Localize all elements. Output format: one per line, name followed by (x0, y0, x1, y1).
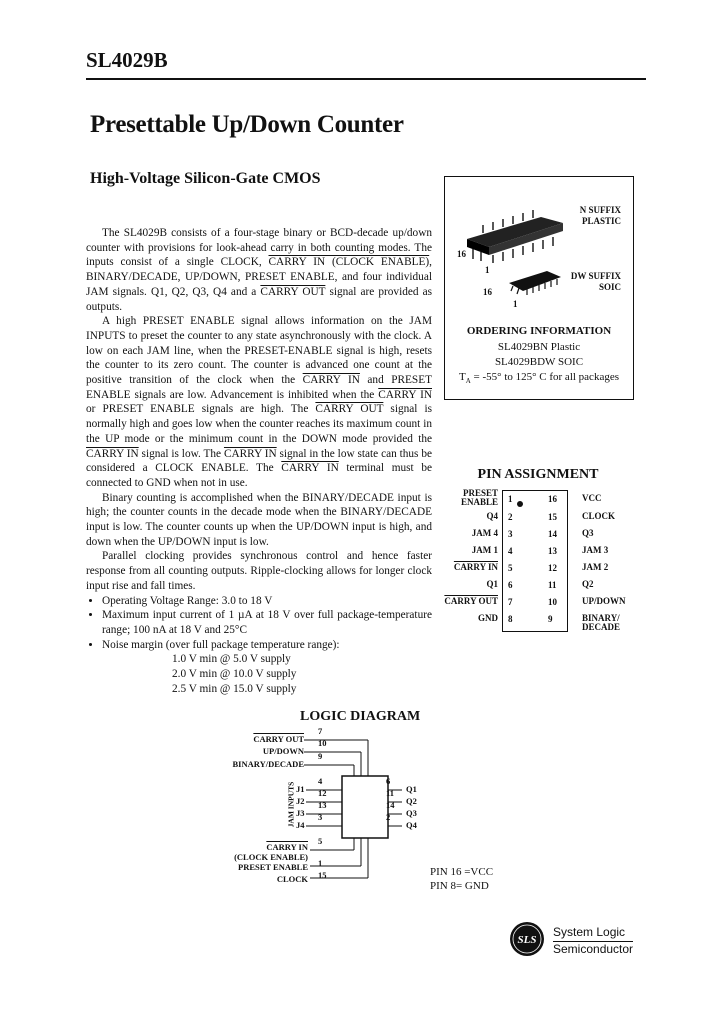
logic-input-label: UP/DOWN (262, 746, 304, 756)
pin1-dot (517, 501, 523, 507)
feature-list (86, 594, 432, 653)
pin-left-name: PRESET ENABLE (460, 488, 498, 507)
logic-input-label: (CLOCK ENABLE) (234, 852, 308, 862)
dip-pin16-label: 16 (457, 249, 466, 259)
logic-input-label: CLOCK (276, 874, 308, 884)
pin-left-number: 5 (508, 563, 513, 573)
noise-margin: 1.0 V min @ 5.0 V supply (172, 653, 291, 666)
pin-note: PIN 16 =VCC (430, 866, 494, 878)
ordering-line: SL4029BDW SOIC (494, 356, 584, 368)
logic-pin-number: 12 (318, 788, 327, 798)
logic-pin-number: 1 (318, 858, 323, 868)
pin-right-number: 14 (548, 529, 557, 539)
logic-output-label: Q1 (406, 784, 417, 794)
logic-pin-number: 5 (318, 836, 323, 846)
pin-note: PIN 8= GND (430, 880, 489, 892)
soic-pin16-label: 16 (483, 287, 492, 297)
ordering-line: SL4029BN Plastic (497, 341, 581, 353)
package-box (444, 176, 634, 400)
pin-left-number: 7 (508, 597, 513, 607)
pin-right-name: JAM 3 (582, 545, 609, 555)
logic-input-label: BINARY/DECADE (232, 759, 304, 769)
pin-left-name: Q1 (486, 579, 498, 589)
pin-right-number: 11 (548, 580, 557, 590)
pin-right-number: 13 (548, 546, 557, 556)
pin-right-name: CLOCK (582, 511, 616, 521)
logic-pin-number: 10 (318, 738, 327, 748)
logic-jam-label: J3 (296, 808, 305, 818)
dip-package-image (463, 203, 573, 263)
pin-left-name: JAM 1 (471, 545, 498, 555)
jam-inputs-label: JAM INPUTS (286, 781, 296, 828)
logo-text: SLS (517, 934, 537, 946)
logic-pin-number: 15 (318, 870, 327, 880)
pin-right-number: 9 (548, 614, 553, 624)
pin-left-number: 1 (508, 494, 513, 504)
logic-pin-number: 2 (386, 812, 391, 822)
description-p2: A high PRESET ENABLE signal allows information on the JAM INPUTS to preset the counter to any state asynchronously with the clock. A low on each JAM line, when the PRESET-ENABLE signal is high, resets the counter to its zero count. The counter is advanced one count at the positive transition of the clock when the CARRY IN and PRESET ENABLE signals are low. Advancement is inhibited when the CARRY IN or PRESET ENABLE signals are high. The CARRY OUT signal is normally high and goes low when the counter reaches its maximum count in the UP mode or the minimum count in the DOWN mode provided the CARRY IN signal is low. The CARRY IN signal in the low state can thus be considered a CLOCK ENABLE. The CARRY IN terminal must be connected to GND when not in use. (86, 315, 433, 489)
logic-jam-label: J1 (296, 784, 305, 794)
pin-left-number: 3 (508, 529, 513, 539)
pin-left-name: CARRY OUT (444, 596, 498, 606)
dip-pin1-label: 1 (485, 265, 490, 275)
logic-output-label: Q3 (406, 808, 417, 818)
pin-right-name: Q3 (582, 528, 594, 538)
logic-pin-number: 4 (318, 776, 323, 786)
logic-output-label: Q4 (406, 820, 417, 830)
logic-pin-number: 14 (386, 800, 395, 810)
logic-input-label: CARRY IN (266, 842, 308, 852)
logic-jam-label: J4 (296, 820, 305, 830)
soic-package-image (505, 267, 565, 299)
noise-margin: 2.5 V min @ 15.0 V supply (172, 682, 297, 695)
pin-right-name: BINARY/ DECADE (582, 613, 621, 632)
logic-input-label: PRESET ENABLE (238, 862, 308, 872)
pin-left-name: JAM 4 (471, 528, 498, 538)
logic-jam-label: J2 (296, 796, 305, 806)
description-p4: Parallel clocking provides synchronous control and hence faster response from all counting outputs. Ripple-clocking allows for longer clock input rise and fall times. (86, 550, 432, 592)
ordering-title: ORDERING INFORMATION (466, 325, 612, 337)
pin-right-name: JAM 2 (582, 562, 609, 572)
feature-item: • Operating Voltage Range: 3.0 to 18 V (102, 594, 432, 609)
logic-pin-number: 11 (386, 788, 395, 798)
pin-left-name: CARRY IN (453, 562, 498, 572)
description (86, 226, 432, 697)
pin-right-number: 16 (548, 494, 557, 504)
pin-left-number: 2 (508, 512, 513, 522)
page-subtitle: High-Voltage Silicon-Gate CMOS (90, 170, 321, 187)
pin-right-name: VCC (582, 493, 602, 503)
pin-right-number: 12 (548, 563, 557, 573)
description-p3: Binary counting is accomplished when the BINARY/DECADE input is high; the counter counts in the decade mode when the BINARY/DECADE input is low. The counter counts up when the UP/DOWN input is high, and down when the UP/DOWN input is low. (86, 491, 432, 548)
pin-assignment-title: PIN ASSIGNMENT (477, 467, 599, 482)
company-logo (508, 920, 546, 963)
logic-diagram (230, 726, 450, 890)
pin-right-name: Q2 (582, 579, 594, 589)
logic-pin-number: 13 (318, 800, 327, 810)
logic-pin-number: 3 (318, 812, 323, 822)
part-number: SL4029B (86, 48, 168, 72)
temperature-range: $T_A = -55^\circ$ to 125° C for all packages (459, 371, 619, 386)
page-title: Presettable Up/Down Counter (90, 111, 404, 138)
logic-diagram-title: LOGIC DIAGRAM (300, 709, 421, 724)
pin-right-name: UP/DOWN (582, 596, 626, 606)
pin-right-number: 10 (548, 597, 557, 607)
pin-left-number: 6 (508, 580, 513, 590)
pin-left-number: 4 (508, 546, 513, 556)
soic-pin1-label: 1 (513, 299, 518, 309)
pin-left-name: Q4 (486, 511, 498, 521)
pin-left-name: GND (478, 613, 498, 623)
dw-suffix-label: DW SUFFIX SOIC (570, 271, 621, 292)
logic-output-label: Q2 (406, 796, 417, 806)
header-rule (86, 78, 646, 80)
logic-pin-number: 6 (386, 776, 391, 786)
noise-margin: 2.0 V min @ 10.0 V supply (172, 668, 297, 681)
pin-right-number: 15 (548, 512, 557, 522)
pin-left-number: 8 (508, 614, 513, 624)
n-suffix-label: N SUFFIX PLASTIC (579, 205, 621, 226)
feature-item: • Maximum input current of 1 µA at 18 V over full package-temperature range; 100 nA at 18 V and 25°C (102, 608, 432, 637)
description-p1: The SL4029B consists of a four-stage binary or BCD-decade up/down counter with provisions for look-ahead carry in both counting modes. The inputs consist of a single CLOCK, CARRY IN (CLOCK ENABLE), BINARY/DECADE, UP/DOWN, PRESET ENABLE, and four individual JAM signals. Q1, Q2, Q3, Q4 and a CARRY OUT signal are provided as outputs. (86, 227, 432, 313)
logic-pin-number: 7 (318, 726, 323, 736)
logic-input-label: CARRY OUT (253, 734, 304, 744)
pin-assignment-diagram (440, 490, 640, 630)
feature-item: • Noise margin (over full package temperature range): (102, 638, 432, 653)
logic-pin-number: 9 (318, 751, 323, 761)
company-name: System Logic Semiconductor (553, 925, 634, 956)
